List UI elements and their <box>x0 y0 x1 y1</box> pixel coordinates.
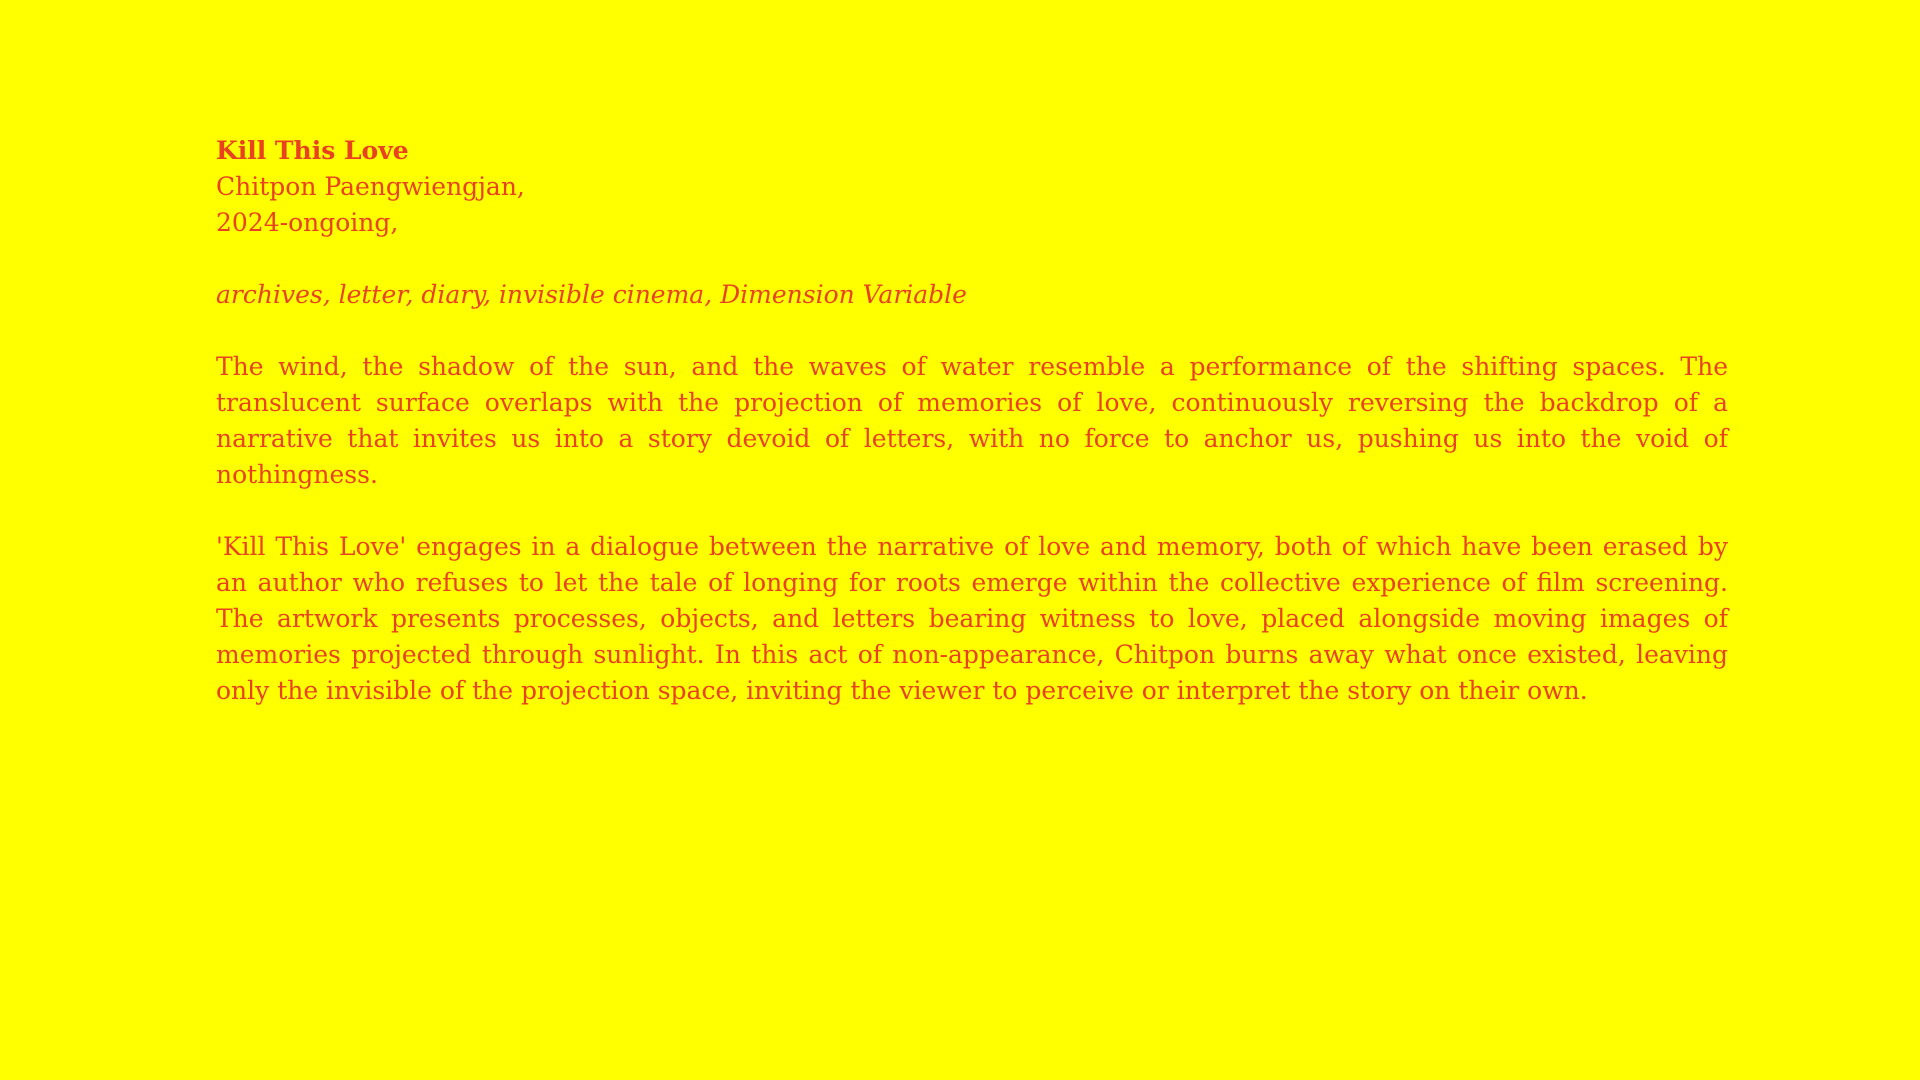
artwork-text-block <box>216 133 1728 709</box>
artwork-title: Kill This Love <box>216 136 409 165</box>
artwork-year: 2024-ongoing, <box>216 208 399 237</box>
description-paragraph-2: 'Kill This Love' engages in a dialogue between the narrative of love and memory, both of which have been erased by an author who refuses to let the tale of longing for roots emerge within the collective experience of film screening. The artwork presents processes, objects, and letters bearing witness to love, placed alongside moving images of memories projected through sunlight. In this act of non-appearance, Chitpon burns away what once existed, leaving only the invisible of the projection space, inviting the viewer to perceive or interpret the story on their own. <box>216 532 1728 705</box>
artist-name: Chitpon Paengwiengjan, <box>216 172 525 201</box>
artwork-medium: archives, letter, diary, invisible cinema, Dimension Variable <box>216 280 967 309</box>
description-paragraph-1: The wind, the shadow of the sun, and the waves of water resemble a performance of the shifting spaces. The translucent surface overlaps with the projection of memories of love, continuously reversing the backdrop of a narrative that invites us into a story devoid of letters, with no force to anchor us, pushing us into the void of nothingness. <box>216 352 1728 489</box>
